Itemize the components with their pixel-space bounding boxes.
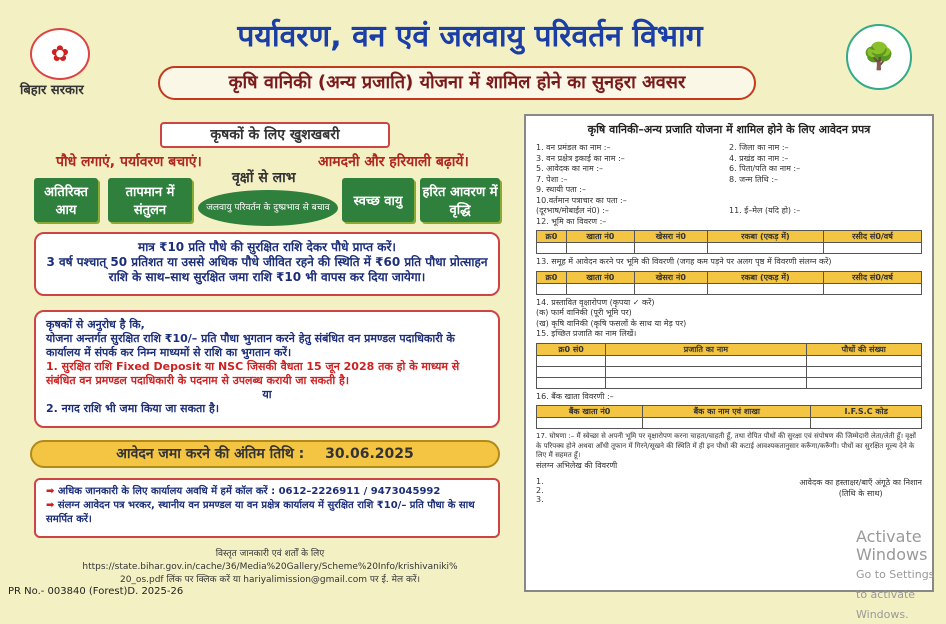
th-receipt: रसीद सं0/वर्ष [824,231,922,243]
footer-line-2[interactable]: 20_os.pdf लिंक पर क्लिक करें या hariyalimission@gmail.com पर ई. मेल करें। [119,575,420,585]
table-cell[interactable] [634,283,707,294]
field-occupation[interactable]: 7. पेशा :– [536,174,568,184]
attachments-label: संलग्न अभिलेख की विवरणी [536,460,618,470]
bank-table [536,405,922,429]
table-cell[interactable] [824,283,922,294]
table-cell[interactable] [537,377,606,388]
th-khata: खाता नं0 [566,231,634,243]
subtitle: कृषि वानिकी (अन्य प्रजाति) योजना में शामिल होने का सुनहरा अवसर [158,66,756,100]
arrow-icon: ➡ [46,500,58,511]
th-receipt: रसीद सं0/वर्ष [824,271,922,283]
table-cell[interactable] [566,243,634,254]
form-title: कृषि वानिकी–अन्य प्रजाति योजना में शामिल होने के लिए आवेदन प्रपत्र [587,123,871,136]
request-or: या [262,388,272,401]
footer-note [40,548,500,587]
field-district[interactable]: 2. जिला का नाम :– [729,143,789,152]
info-line-2: 3 वर्ष पश्चात् 50 प्रतिशत या उससे अधिक पौधे जीवित रहने की स्थिति में ₹60 प्रति पौधा प्रोत्साहन राशि के साथ–साथ सुरक्षित जमा राशि ₹10 भी वापस कर दिया जायेगा। [46,255,488,284]
field-dob[interactable]: 8. जन्म तिथि :– [729,174,779,184]
field-phone[interactable]: (दूरभाष/मोबाईल नं0) :– [536,206,609,215]
bihar-label: बिहार सरकार [20,83,84,98]
request-body: योजना अन्तर्गत सुरक्षित राशि ₹10/– प्रति पौधा भुगतान करने हेतु संबंधित वन प्रमण्डल पदाधिकारी के कार्यालय में संपर्क कर निम्न माध्यमों से राशि का भुगतान करें। [46,332,455,359]
th-area: रकबा (एकड़ में) [707,231,823,243]
info-line-1: मात्र ₹10 प्रति पौधे की सुरक्षित राशि देकर पौधे प्राप्त करें। [138,240,396,254]
table-cell[interactable] [537,283,567,294]
table-cell[interactable] [566,283,634,294]
signature-block [799,477,922,504]
page-title: पर्यावरण, वन एवं जलवायु परिवर्तन विभाग [237,19,703,54]
table-cell[interactable] [606,355,806,366]
option-farm-forestry[interactable]: (क) फार्म वानिकी (पूरी भूमि पर) [536,308,632,317]
plantation-label: 14. प्रस्तावित वृक्षारोपण (कृपया ✓ करें) [536,297,655,307]
table-cell[interactable] [634,243,707,254]
watermark-line-1: Activate Windows [856,527,928,564]
land-details-label: 12. भूमि का विवरण :– [536,216,607,226]
footer-line-1[interactable]: विस्तृत जानकारी एवं शर्तों के लिए https://state.bihar.gov.in/cache/36/Media%20Gallery/Scheme%20Info/krishivaniki% [82,549,458,572]
th-bank: बैंक का नाम एवं शाखा [643,406,811,418]
request-option-2: 2. नगद राशि भी जमा किया जा सकता है। [46,402,220,415]
group-land-table [536,271,922,295]
farmer-banner: कृषकों के लिए खुशखबरी [160,122,390,148]
table-cell[interactable] [643,418,811,429]
field-applicant[interactable]: 5. आवेदक का नाम :– [536,164,604,173]
deadline-banner [30,440,500,468]
table-cell[interactable] [606,366,806,377]
table-cell[interactable] [537,418,643,429]
contact-line-2: संलग्न आवेदन पत्र भरकर, स्थानीय वन प्रमण्डल या वन प्रक्षेत्र कार्यालय में सुरक्षित राशि ₹10/– प्रति पौधा के साथ समर्पित करें। [46,500,475,525]
th-serial: क्र0 सं0 [537,343,606,355]
deadline-label: आवेदन जमा करने की अंतिम तिथि : [116,446,305,462]
declaration: 17. घोषणा :– मैं स्वेच्छा से अपनी भूमि पर वृक्षारोपण करना चाहता/चाहती हूँ, तथा रोपित पौधों की सुरक्षा एवं संपोषण की जिम्मेदारी लेता/लेती हूँ। वृक्षों के परिपक्व होने अथवा आँधी तूफान में गिरने/सूखने की स्थिति में ही इन पौधों की कटाई आवश्यकतानुसार करूँगा/करूँगी। पौधों का सुरक्षित मूल्य देने के लिए मैं सहमत हूँ। [536,432,916,459]
table-cell[interactable] [806,377,922,388]
climate-benefit: जलवायु परिवर्तन के दुष्प्रभाव से बचाव [198,190,338,226]
th-ifsc: I.F.S.C कोड [811,406,922,418]
table-cell[interactable] [537,355,606,366]
table-cell[interactable] [811,418,922,429]
table-cell[interactable] [824,243,922,254]
th-count: पौधों की संख्या [806,343,922,355]
table-cell[interactable] [537,366,606,377]
land-table [536,230,922,254]
activation-watermark [856,528,946,624]
contact-line-1: अधिक जानकारी के लिए कार्यालय अवधि में हमें कॉल करें : 0612–2226911 / 9473045992 [57,486,441,497]
request-option-1: 1. सुरक्षित राशि Fixed Deposit या NSC जिसकी वैधता 15 जून 2028 तक हो के माध्यम से संबंधित वन प्रमण्डल पदाधिकारी के पदनाम से उपलब्ध करायी जा सकती है। [46,360,460,387]
table-cell[interactable] [606,377,806,388]
species-label: 15. इच्छित प्रजाति का नाम लिखें। [536,329,637,338]
th-khesra: खेसरा नं0 [634,231,707,243]
option-agro-forestry[interactable]: (ख) कृषि वानिकी (कृषि फसलों के साथ या मेड़ पर) [536,318,687,328]
farmer-request [34,310,500,428]
table-cell[interactable] [707,283,823,294]
signature-label: आवेदक का हस्ताक्षर/बाएँ अंगूठे का निशान [799,478,922,487]
deadline-date: 30.06.2025 [325,446,414,462]
contact-info [34,478,500,538]
request-head: कृषकों से अनुरोध है कि, [46,318,145,331]
th-account: बैंक खाता नं0 [537,406,643,418]
field-range[interactable]: 3. वन प्रक्षेत्र इकाई का नाम :– [536,153,625,163]
species-table [536,343,922,389]
bihar-emblem-icon: ✿ [30,28,90,80]
group-land-label: 13. समूह में आवेदन करने पर भूमि की विवरणी (जगह कम पड़ने पर अलग पृष्ठ में विवरणी संलग्न करें) [536,257,832,266]
slogan-left: पौधे लगाएं, पर्यावरण बचाएं। [56,154,202,170]
table-cell[interactable] [806,355,922,366]
slogan-right: आमदनी और हरियाली बढ़ायें। [318,154,469,170]
field-current-address[interactable]: 10.वर्तमान पत्राचार का पता :– [536,195,627,205]
th-species: प्रजाति का नाम [606,343,806,355]
benefit-air: स्वच्छ वायु [342,178,414,222]
tree-logo-icon: 🌳 [846,24,912,90]
field-division[interactable]: 1. वन प्रमंडल का नाम :– [536,143,611,152]
date-label: (तिथि के साथ) [838,489,883,498]
table-cell[interactable] [537,243,567,254]
field-email[interactable]: 11. ई–मेल (यदि हो) :– [729,206,801,215]
arrow-icon: ➡ [46,486,58,497]
th-serial: क्र0 [537,271,567,283]
th-area: रकबा (एकड़ में) [707,271,823,283]
benefit-green: हरित आवरण में वृद्धि [420,178,500,222]
application-form [524,114,934,592]
table-cell[interactable] [707,243,823,254]
th-serial: क्र0 [537,231,567,243]
benefit-temperature: तापमान में संतुलन [108,178,192,222]
pr-number: PR No.- 003840 (Forest)D. 2025-26 [8,586,184,597]
table-cell[interactable] [806,366,922,377]
th-khesra: खेसरा नं0 [634,271,707,283]
benefits-title: वृक्षों से लाभ [232,170,296,186]
field-block[interactable]: 4. प्रखंड का नाम :– [729,153,789,163]
benefit-income: अतिरिक्त आय [34,178,98,222]
attachment-list: 1. 2. 3. [536,477,544,504]
field-permanent-address[interactable]: 9. स्थायी पता :– [536,185,586,194]
watermark-line-2: Go to Settings to activate Windows. [856,568,935,621]
field-father[interactable]: 6. पिता/पति का नाम :– [729,164,801,173]
th-khata: खाता नं0 [566,271,634,283]
bank-label: 16. बैंक खाता विवरणी :– [536,391,614,401]
scheme-info [34,232,500,296]
